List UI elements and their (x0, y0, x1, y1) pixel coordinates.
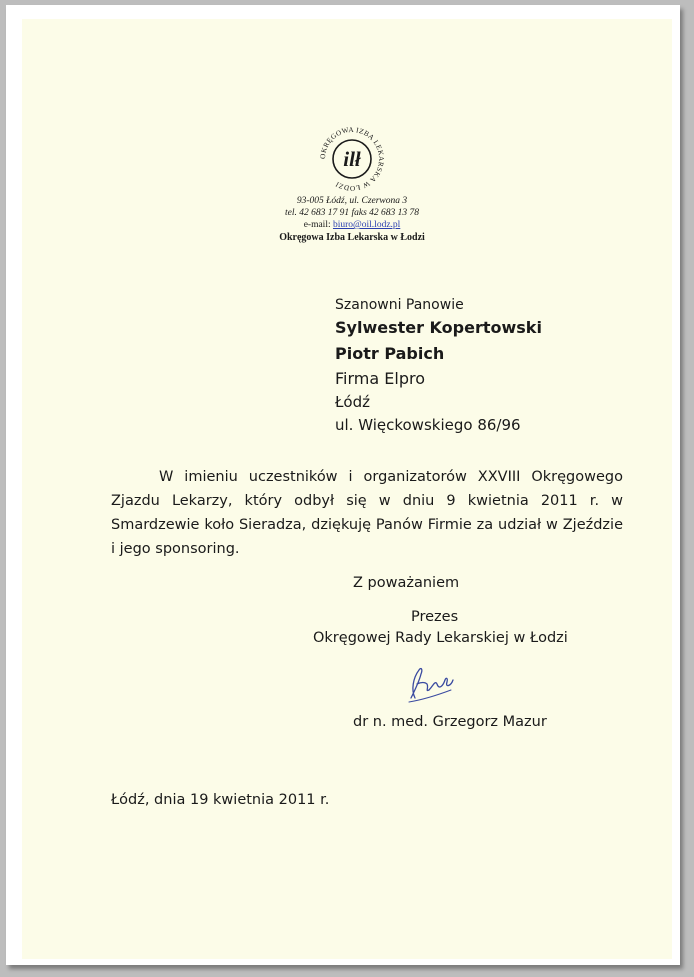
date-line: Łódź, dnia 19 kwietnia 2011 r. (111, 792, 330, 808)
signer-name: dr n. med. Grzegorz Mazur (353, 714, 547, 730)
closing-title: Prezes (411, 609, 459, 625)
recipient-city: Łódź (335, 393, 371, 411)
recipient-company: Firma Elpro (335, 369, 425, 388)
logo-ring-text: OKRĘGOWA IZBA LEKARSKA W ŁODZI (318, 125, 386, 193)
organization-name: Okręgowa Izba Lekarska w Łodzi (279, 232, 425, 243)
email-link[interactable]: biuro@oil.lodz.pl (332, 220, 401, 230)
chamber-logo-icon (316, 123, 388, 195)
recipient-street: ul. Więckowskiego 86/96 (335, 416, 521, 434)
email-line (242, 219, 462, 231)
closing-council: Okręgowej Rady Lekarskiej w Łodzi (313, 630, 568, 646)
recipient-block (335, 295, 675, 437)
phone-fax-line: tel. 42 683 17 91 faks 42 683 13 78 (284, 208, 420, 218)
handwritten-signature-icon (401, 660, 461, 708)
logo-monogram: ilł (343, 147, 361, 171)
email-label: e-mail: (303, 220, 333, 230)
greeting: Szanowni Panowie (335, 297, 464, 313)
letter-body-paragraph: W imieniu uczestników i organizatorów XXVIII Okręgowego Zjazdu Lekarzy, który odbył się w dniu 9 kwietnia 2011 r. w Smardzewie koło Sieradza, dziękuję Panów Firmie za udział w Zjeździe i jego sponsoring. (111, 469, 623, 557)
recipient-name-1: Sylwester Kopertowski (335, 318, 542, 337)
letterhead (242, 123, 462, 244)
recipient-name-2: Piotr Pabich (335, 344, 445, 363)
closing-regards: Z poważaniem (353, 575, 460, 591)
document-sheet (6, 5, 680, 965)
address-line: 93-005 Łódź, ul. Czerwona 3 (296, 196, 408, 206)
